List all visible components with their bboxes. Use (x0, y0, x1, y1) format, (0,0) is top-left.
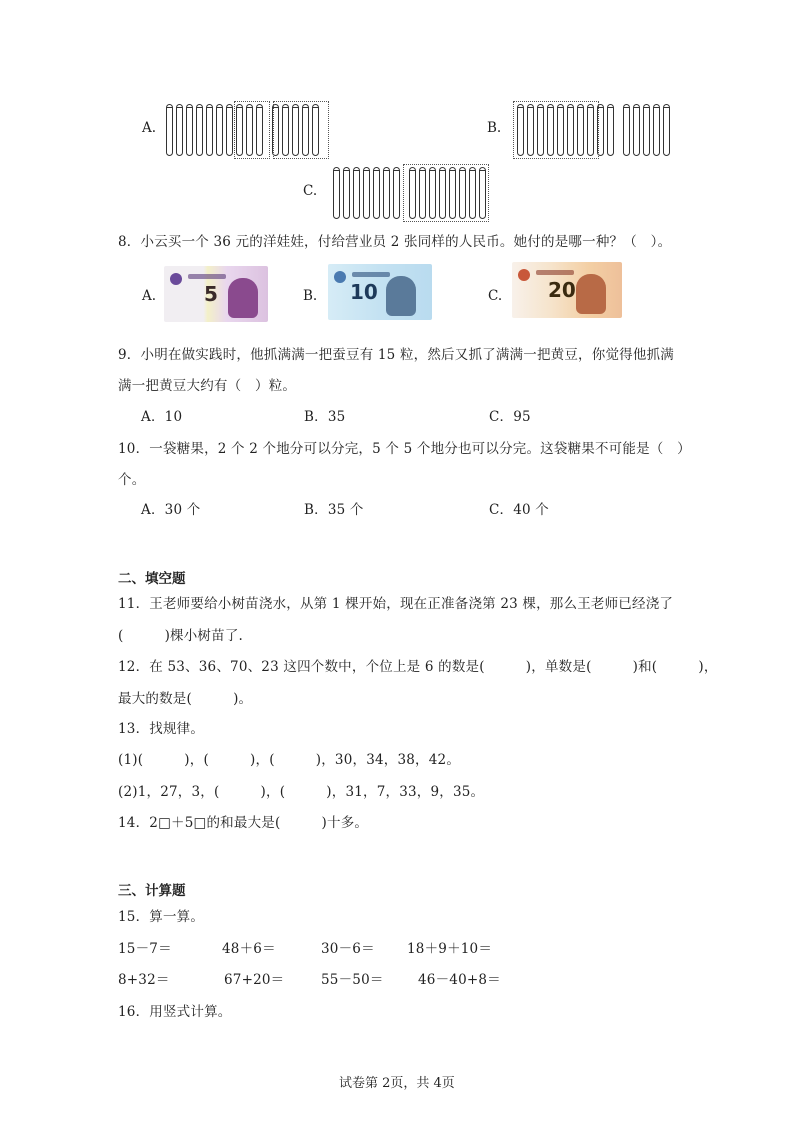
counting-stick-icon (176, 104, 183, 156)
q15-r2-c3: 55－50＝ (321, 972, 384, 988)
counting-stick-icon (216, 104, 223, 156)
q7-option-c-label: C. (303, 183, 318, 199)
q15-r1-c3: 30－6＝ (321, 941, 375, 957)
national-emblem-icon (170, 273, 182, 285)
q9-option-a: A．10 (141, 409, 183, 425)
counting-stick-icon (333, 167, 340, 219)
q14-text: 14．2□＋5□的和最大是( )十多。 (118, 815, 369, 831)
national-emblem-icon (334, 271, 346, 283)
q8-option-a-label: A. (142, 288, 157, 304)
q9-line1: 9．小明在做实践时，他抓满满一把蚕豆有 15 粒，然后又抓了满满一把黄豆，你觉得他抓满 (118, 347, 674, 363)
bank-title (536, 270, 574, 275)
counting-stick-icon (607, 104, 614, 156)
q11-line1: 11．王老师要给小树苗浇水，从第 1 棵开始，现在正准备浇第 23 棵，那么王老师已经浇了 (118, 596, 674, 612)
q13-line2: (2)1，27，3，( )，( )，31，7，33，9，35。 (118, 784, 485, 800)
q9-line2: 满一把黄豆大约有（ ）粒。 (118, 378, 297, 394)
q7-option-b-group (513, 101, 599, 159)
portrait-icon (386, 276, 416, 316)
counting-stick-icon (633, 104, 640, 156)
q15-r1-c1: 15－7＝ (118, 941, 172, 957)
q10-line1: 10．一袋糖果，2 个 2 个地分可以分完，5 个 5 个地分也可以分完。这袋糖果不可能是（ ） (118, 441, 691, 457)
counting-stick-icon (343, 167, 350, 219)
q7-option-c-group (403, 164, 489, 222)
counting-stick-icon (623, 104, 630, 156)
q7-option-a-label: A. (142, 120, 157, 136)
q15-r2-c2: 67+20＝ (224, 972, 285, 988)
national-emblem-icon (518, 269, 530, 281)
q10-option-b: B．35 个 (304, 502, 364, 518)
q13-line1: (1)( )，( )，( )，30，34，38，42。 (118, 752, 461, 768)
q10-option-a: A．30 个 (141, 502, 201, 518)
bill-value-20: 20 (548, 278, 576, 302)
section-2-title: 二、填空题 (118, 571, 186, 587)
q15-r1-c2: 48＋6＝ (222, 941, 276, 957)
counting-stick-icon (653, 104, 660, 156)
section-3-title: 三、计算题 (118, 883, 186, 899)
q8-option-b-label: B. (303, 288, 318, 304)
portrait-icon (228, 278, 258, 318)
q10-option-c: C．40 个 (489, 502, 549, 518)
q15-title: 15．算一算。 (118, 909, 205, 925)
q12-line2: 最大的数是( )。 (118, 691, 253, 707)
q7-option-a-group2 (273, 101, 329, 159)
q8-banknote-20 (512, 262, 622, 318)
counting-stick-icon (663, 104, 670, 156)
q15-r2-c4: 46－40+8＝ (418, 972, 501, 988)
counting-stick-icon (196, 104, 203, 156)
portrait-icon (576, 274, 606, 314)
q8-banknote-10 (328, 264, 432, 320)
counting-stick-icon (206, 104, 213, 156)
counting-stick-icon (383, 167, 390, 219)
counting-stick-icon (166, 104, 173, 156)
counting-stick-icon (373, 167, 380, 219)
counting-stick-icon (186, 104, 193, 156)
bill-value-5: 5 (204, 282, 218, 306)
q16-title: 16．用竖式计算。 (118, 1004, 232, 1020)
counting-stick-icon (393, 167, 400, 219)
q12-line1: 12．在 53、36、70、23 这四个数中，个位上是 6 的数是( )，单数是( )和( )， (118, 659, 718, 675)
q8-text: 8．小云买一个 36 元的洋娃娃，付给营业员 2 张同样的人民币。她付的是哪一种？（ ）。 (118, 234, 672, 250)
q9-option-c: C．95 (489, 409, 531, 425)
bank-title (188, 274, 226, 279)
page-footer: 试卷第 2页，共 4页 (339, 1076, 455, 1091)
counting-stick-icon (643, 104, 650, 156)
q7-option-b-label: B. (487, 120, 502, 136)
counting-stick-icon (226, 104, 233, 156)
counting-stick-icon (353, 167, 360, 219)
q13-title: 13．找规律。 (118, 721, 205, 737)
q10-line2: 个。 (118, 472, 146, 488)
q9-option-b: B．35 (304, 409, 346, 425)
q8-option-c-label: C. (488, 288, 503, 304)
q7-option-a-group1 (234, 101, 270, 159)
bill-value-10: 10 (350, 280, 378, 304)
q15-r1-c4: 18＋9＋10＝ (407, 941, 493, 957)
q15-r2-c1: 8+32＝ (118, 972, 170, 988)
bank-title (352, 272, 390, 277)
counting-stick-icon (363, 167, 370, 219)
q11-line2: ( )棵小树苗了. (118, 628, 244, 644)
q8-banknote-5 (164, 266, 268, 322)
